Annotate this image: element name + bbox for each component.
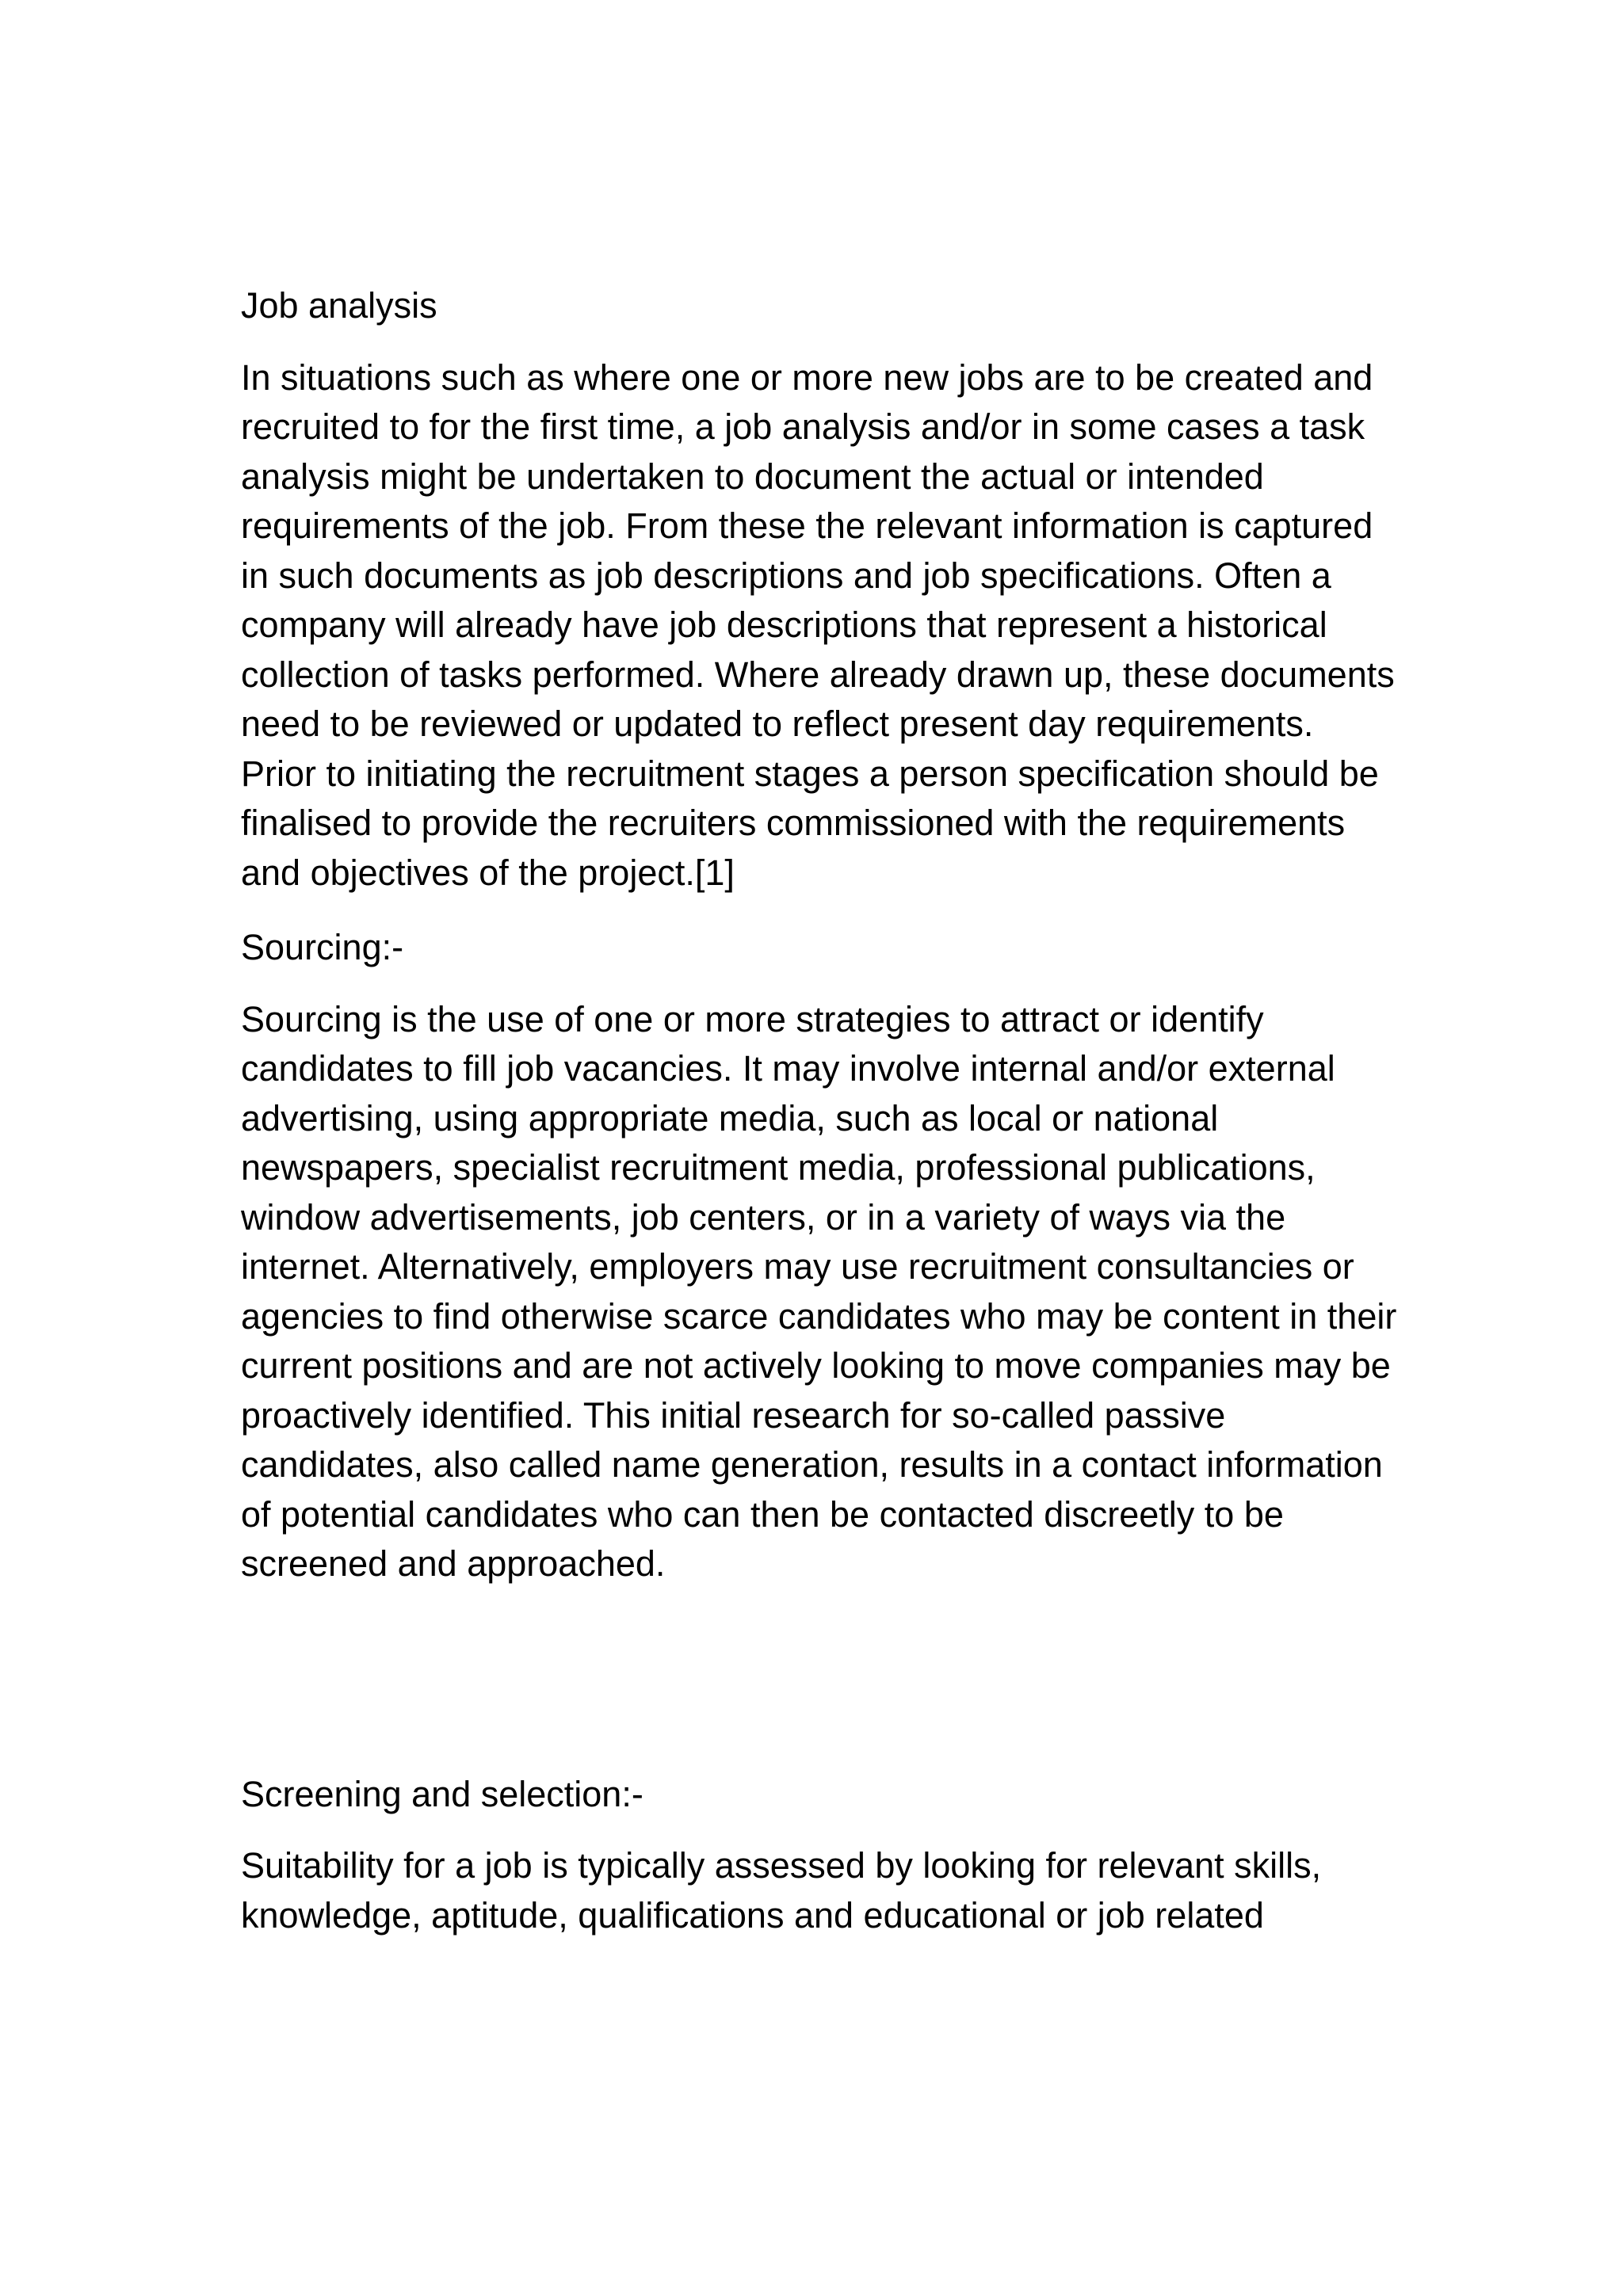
section-heading-screening: Screening and selection:- <box>241 1773 643 1814</box>
section-paragraph-screening: Suitability for a job is typically assessed by looking for relevant skills, knowledge, aptitude, qualifications and educational or job related <box>241 1845 1322 1936</box>
section-heading-sourcing: Sourcing:- <box>241 927 404 967</box>
section-paragraph-job-analysis: In situations such as where one or more new jobs are to be created and recruited to for the first time, a job analysis and/or in some cases a task analysis might be undertaken to document the actual or intended requirements of the job. From these the relevant information is captured in such documents as job descriptions and job specifications. Often a company will already have job descriptions that represent a historical collection of tasks performed. Where already drawn up, these documents need to be reviewed or updated to reflect present day requirements. Prior to initiating the recruitment stages a person specification should be finalised to provide the recruiters commissioned with the requirements and objectives of the project.[1] <box>241 357 1395 893</box>
section-heading-job-analysis: Job analysis <box>241 285 437 326</box>
document-body <box>241 281 1398 1966</box>
section-paragraph-sourcing: Sourcing is the use of one or more strategies to attract or identify candidates to fill job vacancies. It may involve internal and/or external advertising, using appropriate media, such as local or national newspapers, specialist recruitment media, professional publications, window advertisements, job centers, or in a variety of ways via the internet. Alternatively, employers may use recruitment consultancies or agencies to find otherwise scarce candidates who may be content in their current positions and are not actively looking to move companies may be proactively identified. This initial research for so-called passive candidates, also called name generation, results in a contact information of potential candidates who can then be contacted discreetly to be screened and approached. <box>241 998 1397 1584</box>
section-spacer <box>241 1615 1398 1770</box>
